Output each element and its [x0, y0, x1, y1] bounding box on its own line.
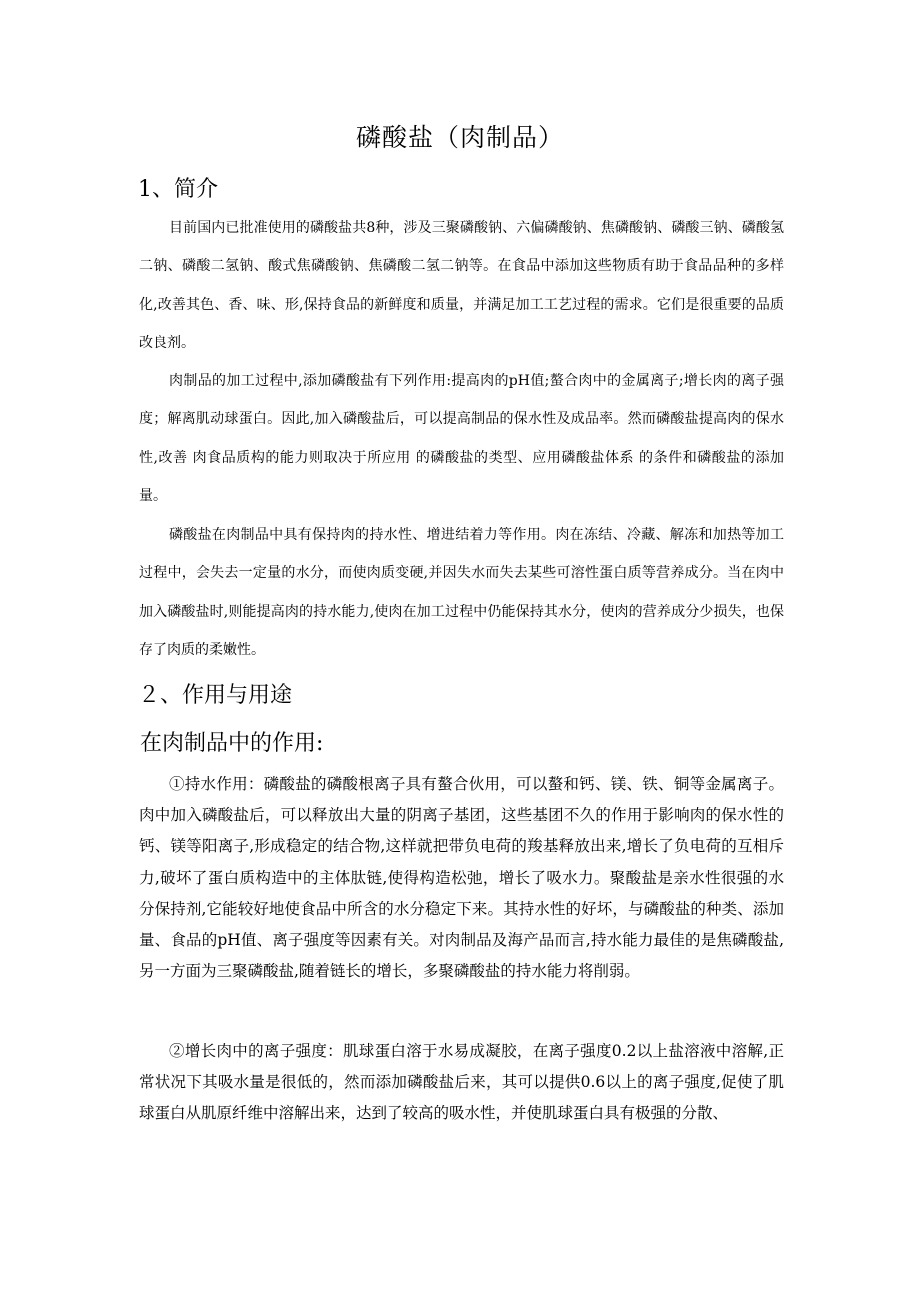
section-heading-usage: ２、作用与用途	[138, 683, 293, 708]
intro-paragraph-2: 肉制品的加工过程中,添加磷酸盐有下列作用:提高肉的pH值;螯合肉中的金属离子;增长肉的离子强度；解离肌动球蛋白。因此,加入磷酸盐后，可以提高制品的保水性及成品率。然而磷酸盐提高肉的保水性,改善 肉食品质构的能力则取决于所应用 的磷酸盐的类型、应用磷酸盐体系 的条件和磷酸盐的添加量。	[139, 373, 784, 505]
usage-paragraph-2: ②增长肉中的离子强度：肌球蛋白溶于水易成凝胶，在离子强度0.2以上盐溶液中溶解,正常状况下其吸水量是很低的，然而添加磷酸盐后来，其可以提供0.6以上的离子强度,促使了肌球蛋白从肌原纤维中溶解出来，达到了较高的吸水性，并使肌球蛋白具有极强的分散、	[139, 1042, 784, 1123]
usage-paragraph-1: ①持水作用：磷酸盐的磷酸根离子具有螯合伙用，可以螯和钙、镁、铁、铜等金属离子。肉中加入磷酸盐后，可以释放出大量的阴离子基团，这些基团不久的作用于影响肉的保水性的钙、镁等阳离子,形成稳定的结合物,这样就把带负电荷的羧基释放出来,增长了负电荷的互相斥力,破坏了蛋白质构造中的主体肽链,使得构造松弛，增长了吸水力。聚酸盐是亲水性很强的水分保持剂,它能较好地使食品中所含的水分稳定下来。其持水性的好坏，与磷酸盐的种类、添加量、食品的pH值、离子强度等因素有关。对肉制品及海产品而言,持水能力最佳的是焦磷酸盐,另一方面为三聚磷酸盐,随着链长的增长，多聚磷酸盐的持水能力将削弱。	[139, 775, 784, 981]
page-title: 磷酸盐（肉制品）	[355, 123, 564, 152]
subsection-heading: 在肉制品中的作用:	[140, 731, 324, 756]
section-heading-intro: 1、简介	[138, 177, 218, 202]
intro-paragraph-3: 磷酸盐在肉制品中具有保持肉的持水性、增进结着力等作用。肉在冻结、冷藏、解冻和加热等加工过程中，会失去一定量的水分，而使肉质变硬,并因失水而失去某些可溶性蛋白质等营养成分。当在肉中加入磷酸盐时,则能提高肉的持水能力,使肉在加工过程中仍能保持其水分，使肉的营养成分少损失，也保存了肉质的柔嫩性。	[139, 527, 784, 659]
intro-paragraph-1: 目前国内已批准使用的磷酸盐共8种，涉及三聚磷酸钠、六偏磷酸钠、焦磷酸钠、磷酸三钠、磷酸氢二钠、磷酸二氢钠、酸式焦磷酸钠、焦磷酸二氢二钠等。在食品中添加这些物质有助于食品品种的多样化,改善其色、香、味、形,保持食品的新鲜度和质量，并满足加工工艺过程的需求。它们是很重要的品质改良剂。	[139, 220, 784, 352]
